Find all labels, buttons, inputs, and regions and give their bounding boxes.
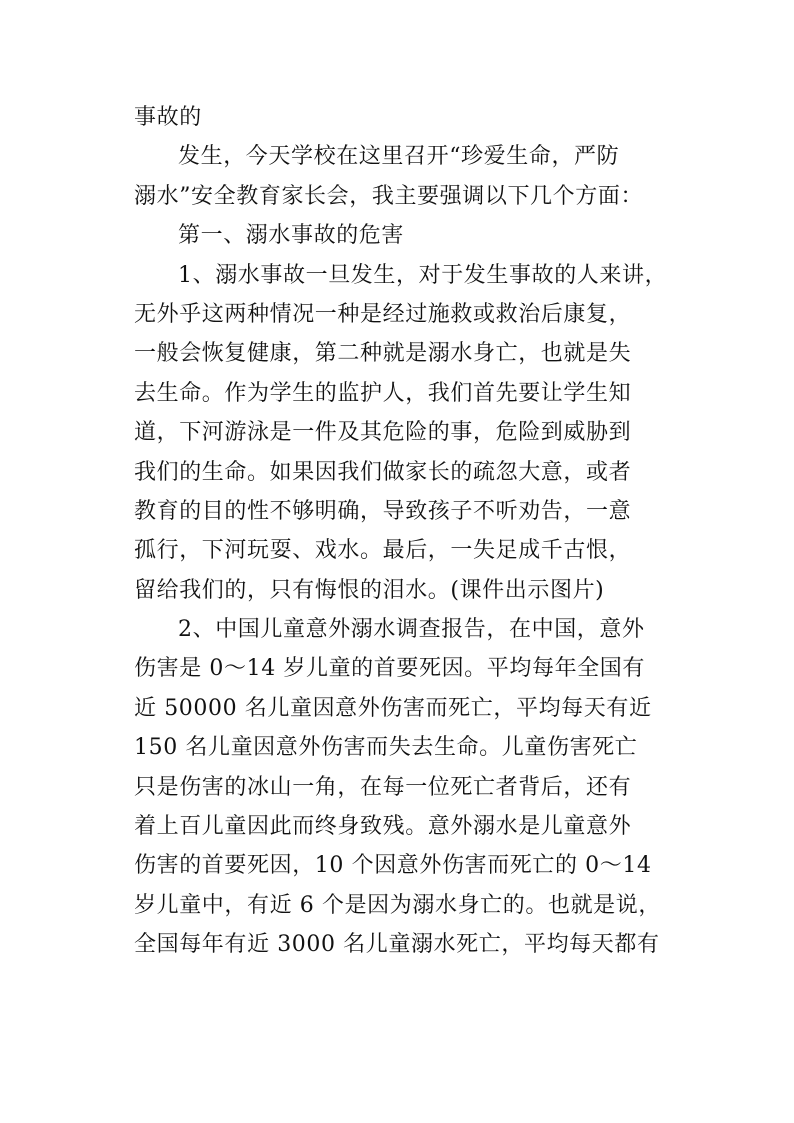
text-line: 伤害的首要死因，10 个因意外伤害而死亡的 0～14: [134, 853, 652, 879]
text-line: 1、溺水事故一旦发生，对于发生事故的人来讲，: [178, 262, 668, 288]
text-line: 留给我们的，只有悔恨的泪水。(课件出示图片): [134, 577, 605, 603]
text-line: 道，下河游泳是一件及其危险的事，危险到威胁到: [134, 420, 632, 446]
text-line: 着上百儿童因此而终身致残。意外溺水是儿童意外: [134, 814, 632, 840]
text-line: 孤行，下河玩耍、戏水。最后，一失足成千古恨，: [134, 538, 632, 564]
text-line: 我们的生命。如果因我们做家长的疏忽大意，或者: [134, 459, 632, 485]
text-line: 近 50000 名儿童因意外伤害而死亡，平均每天有近: [134, 695, 652, 721]
text-line: 150 名儿童因意外伤害而失去生命。儿童伤害死亡: [134, 735, 638, 761]
body-text: [134, 98, 674, 965]
text-line: 无外乎这两种情况一种是经过施救或救治后康复，: [134, 301, 632, 327]
text-line: 岁儿童中，有近 6 个是因为溺水身亡的。也就是说，: [134, 892, 661, 918]
text-line: 去生命。作为学生的监护人，我们首先要让学生知: [134, 380, 632, 406]
text-line: 全国每年有近 3000 名儿童溺水死亡，平均每天都有: [134, 932, 660, 958]
text-line: 2、中国儿童意外溺水调查报告，在中国，意外: [178, 617, 645, 643]
text-line: 一般会恢复健康，第二种就是溺水身亡，也就是失: [134, 341, 632, 367]
text-line: 教育的目的性不够明确，导致孩子不听劝告，一意: [134, 498, 632, 524]
text-line: 发生，今天学校在这里召开“珍爱生命，严防: [178, 144, 620, 170]
text-line: 伤害是 0～14 岁儿童的首要死因。平均每年全国有: [134, 656, 645, 682]
text-line: 事故的: [134, 105, 202, 130]
text-line: 只是伤害的冰山一角，在每一位死亡者背后，还有: [134, 774, 632, 800]
text-line: 溺水”安全教育家长会，我主要强调以下几个方面：: [134, 183, 644, 209]
text-line: 第一、溺水事故的危害: [178, 223, 405, 249]
